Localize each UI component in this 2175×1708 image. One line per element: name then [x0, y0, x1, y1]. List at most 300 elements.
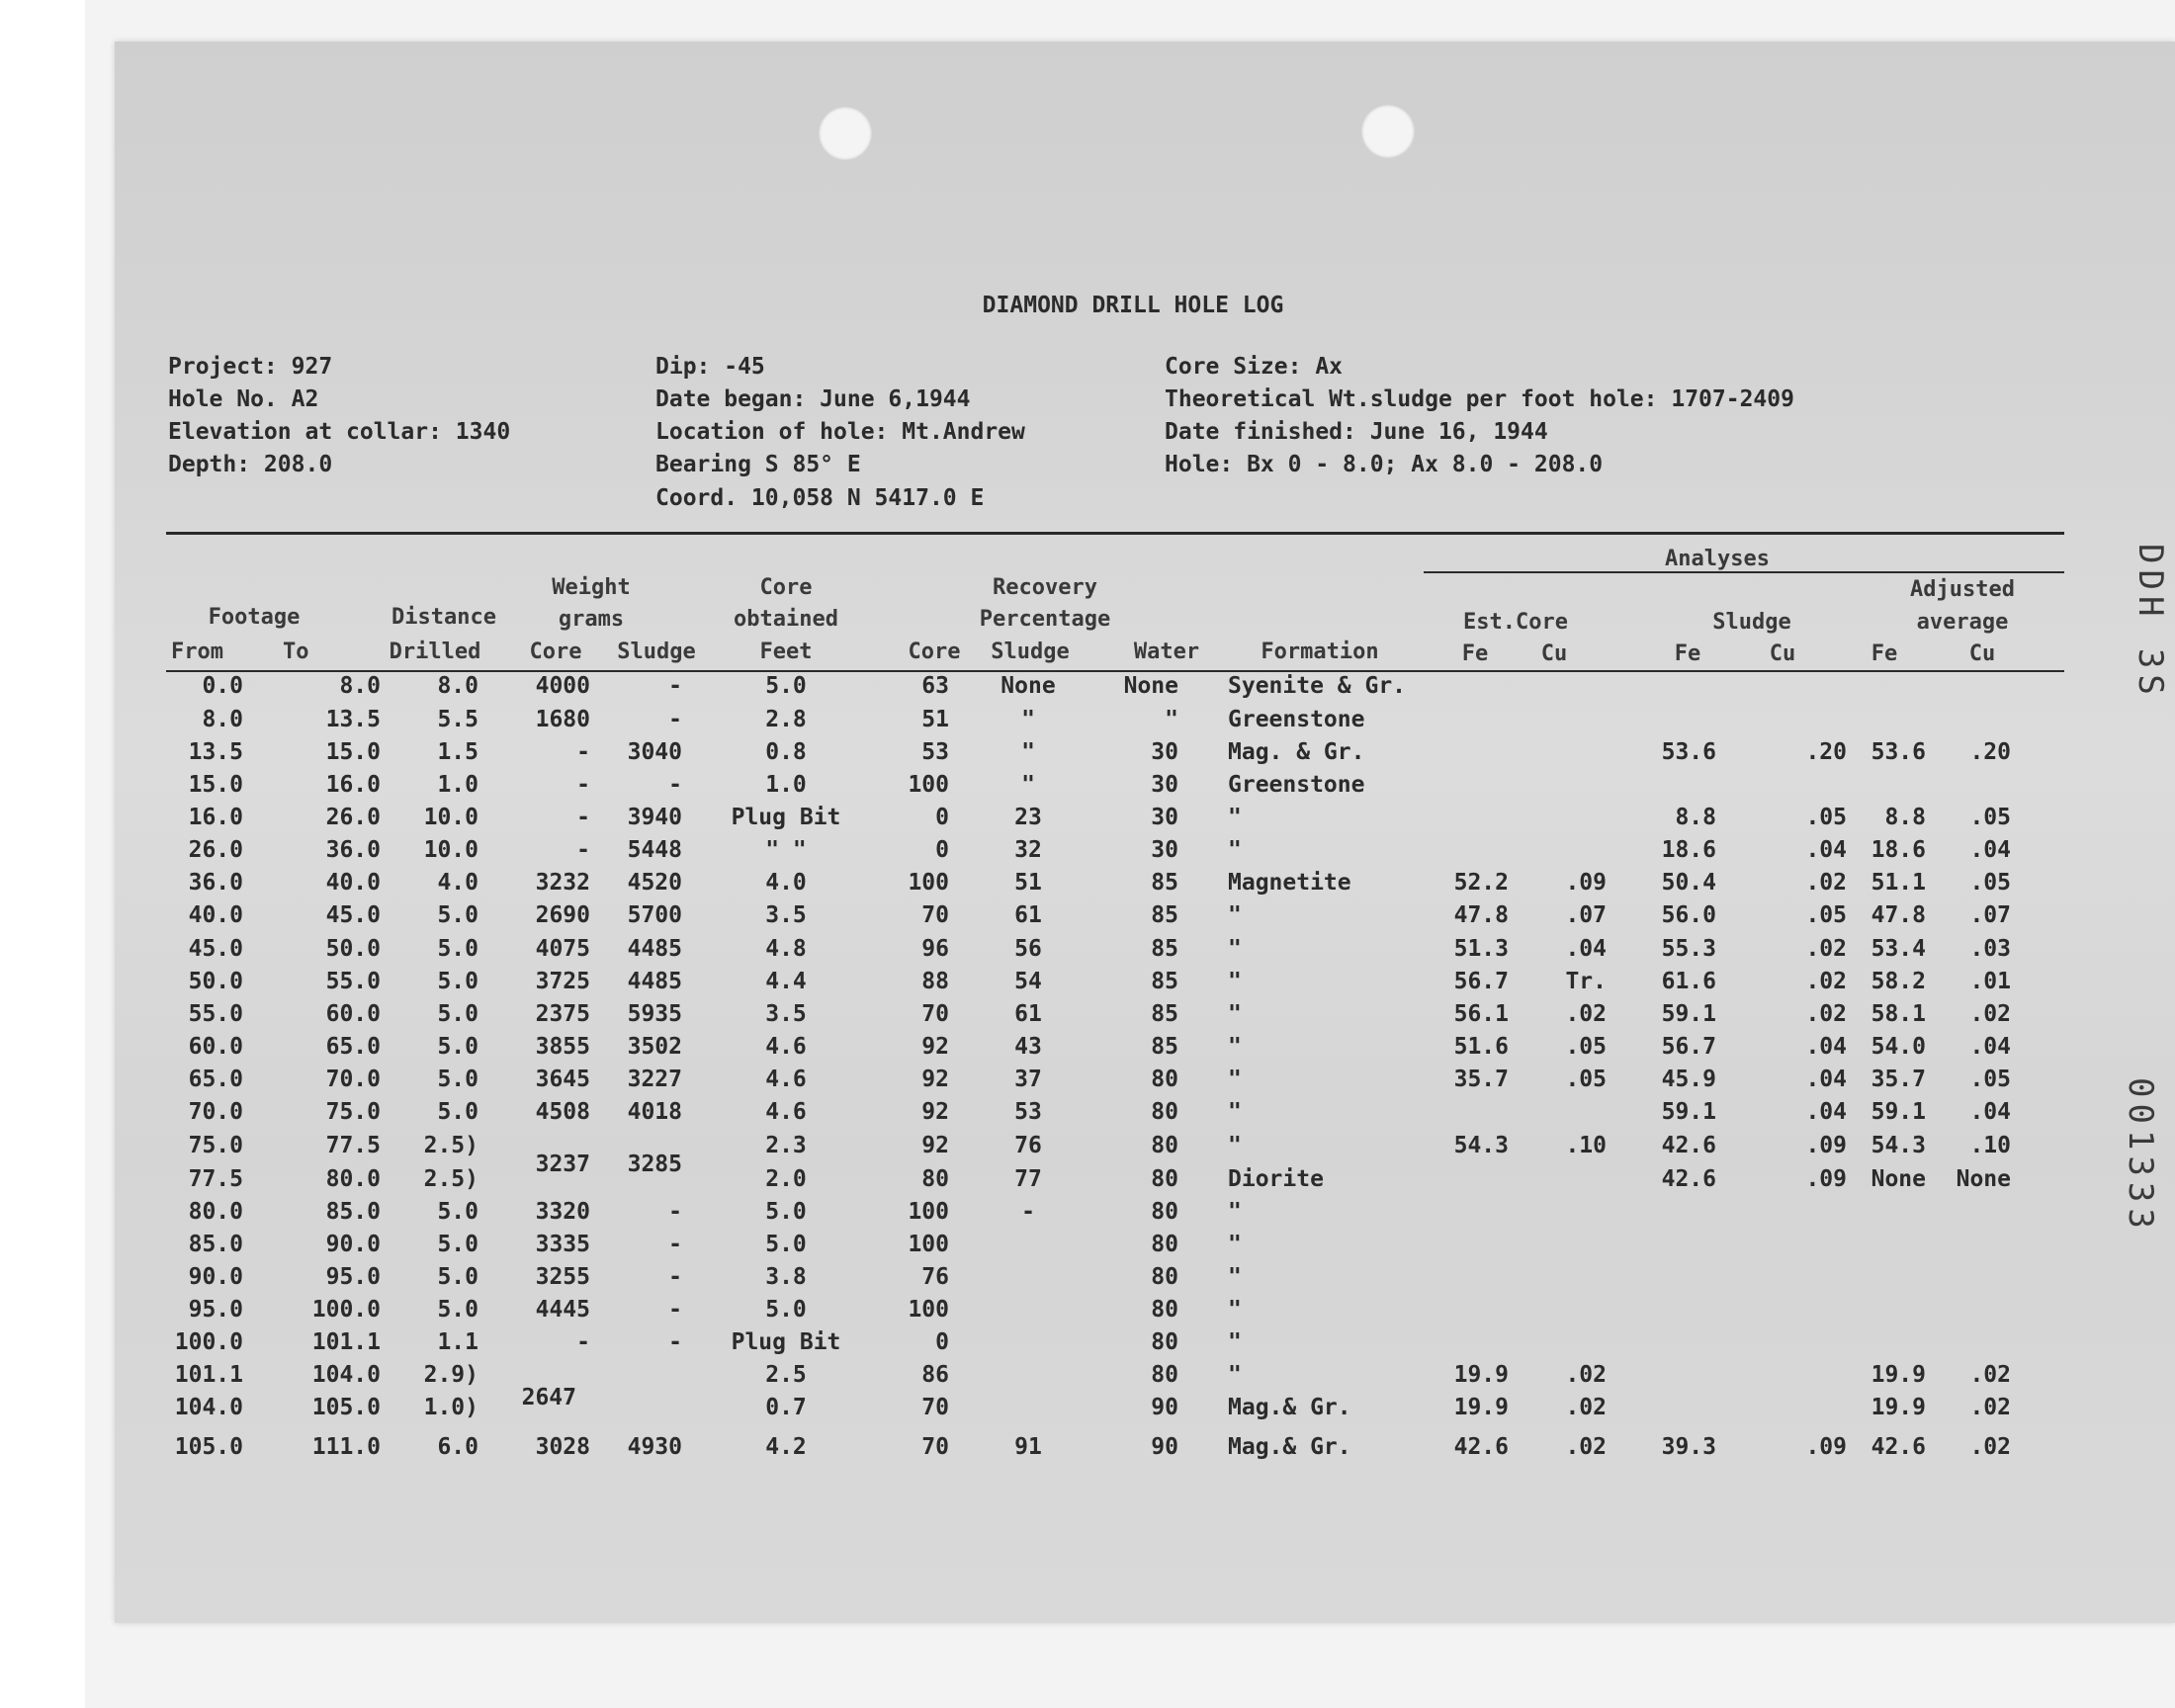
cell-recovery-core: 80 [921, 1166, 949, 1192]
cell-to: 77.5 [325, 1133, 381, 1158]
cell-distance-drilled: 5.0 [437, 1001, 478, 1027]
cell-est-core-cu: .05 [1565, 1034, 1607, 1060]
cell-formation: " [1228, 969, 1242, 994]
weight-header: Weight [552, 575, 631, 600]
cell-weight-core: 1680 [535, 707, 590, 732]
cell-distance-drilled: 5.0 [437, 1297, 478, 1323]
cell-weight-core: - [576, 837, 590, 863]
cell-from: 70.0 [188, 1099, 243, 1125]
cell-recovery-core: 92 [921, 1133, 949, 1158]
cell-sludge-fe: 18.6 [1661, 837, 1716, 863]
table-row [0, 1234, 2175, 1263]
cell-water: 85 [1151, 969, 1178, 994]
cell-recovery-core: 0 [935, 1329, 949, 1355]
cell-recovery-sludge: 37 [1014, 1067, 1042, 1092]
cell-weight-sludge: 4520 [627, 870, 682, 896]
cell-weight-core: 3320 [535, 1199, 590, 1225]
cell-sludge-fe: 53.6 [1661, 739, 1716, 765]
table-row [0, 904, 2175, 934]
formation-header: Formation [1261, 640, 1379, 664]
cell-water: 85 [1151, 902, 1178, 928]
core-obtained-header-1: Core [759, 575, 813, 600]
cell-water: 80 [1151, 1199, 1178, 1225]
cell-adjusted-fe: 59.1 [1870, 1099, 1926, 1125]
table-row [0, 774, 2175, 804]
cell-formation: " [1228, 1264, 1242, 1290]
weight-core-header: Core [529, 640, 582, 664]
cell-weight-sludge: 4485 [627, 936, 682, 962]
cell-from: 36.0 [188, 870, 243, 896]
project-line: Project: 927 [168, 354, 333, 380]
cell-from: 75.0 [188, 1133, 243, 1158]
date-began-line: Date began: June 6,1944 [655, 386, 971, 412]
cell-formation: " [1228, 837, 1242, 863]
percentage-header: Percentage [979, 607, 1111, 632]
cell-water: 90 [1151, 1434, 1178, 1460]
cell-adjusted-cu: .03 [1969, 936, 2011, 962]
cell-formation: " [1228, 1232, 1242, 1257]
cell-weight-sludge: 3040 [627, 739, 682, 765]
cell-formation: " [1228, 1133, 1242, 1158]
est-cu-header: Cu [1540, 641, 1568, 666]
water-header: Water [1133, 640, 1200, 664]
cell-weight-sludge: 4018 [627, 1099, 682, 1125]
cell-adjusted-cu: .20 [1969, 739, 2011, 765]
cell-core-obtained-feet: 4.6 [765, 1067, 807, 1092]
cell-to: 36.0 [325, 837, 381, 863]
cell-recovery-core: 63 [921, 673, 949, 699]
cell-distance-drilled: 5.0 [437, 936, 478, 962]
cell-core-obtained-feet: 5.0 [765, 1199, 807, 1225]
cell-distance-drilled: 1.1 [437, 1329, 478, 1355]
adjusted-header: Adjusted [1910, 577, 2015, 602]
adjusted-cu-header: Cu [1968, 641, 1996, 666]
cell-from: 60.0 [188, 1034, 243, 1060]
cell-to: 111.0 [311, 1434, 381, 1460]
cell-recovery-sludge: 77 [1014, 1166, 1042, 1192]
cell-adjusted-cu: .04 [1969, 837, 2011, 863]
cell-core-obtained-feet: 3.5 [765, 1001, 807, 1027]
cell-adjusted-cu: .05 [1969, 870, 2011, 896]
cell-adjusted-cu: .02 [1969, 1434, 2011, 1460]
cell-formation: Mag. & Gr. [1228, 739, 1365, 765]
cell-recovery-core: 53 [921, 739, 949, 765]
cell-core-obtained-feet: 2.5 [765, 1362, 807, 1388]
hole-no-line: Hole No. A2 [168, 386, 319, 412]
cell-formation: " [1228, 1099, 1242, 1125]
cell-sludge-fe: 59.1 [1661, 1001, 1716, 1027]
cell-weight-sludge: - [668, 673, 682, 699]
table-row [0, 1364, 2175, 1394]
cell-from: 101.1 [174, 1362, 243, 1388]
cell-distance-drilled: 5.0 [437, 1034, 478, 1060]
cell-water: 80 [1151, 1297, 1178, 1323]
feet-header: Feet [759, 640, 813, 664]
cell-formation: " [1228, 1362, 1242, 1388]
cell-recovery-core: 92 [921, 1099, 949, 1125]
core-size-line: Core Size: Ax [1165, 354, 1344, 380]
cell-water: 30 [1151, 772, 1178, 798]
cell-sludge-fe: 8.8 [1675, 805, 1716, 830]
cell-to: 60.0 [325, 1001, 381, 1027]
cell-weight-sludge: - [668, 1264, 682, 1290]
cell-adjusted-fe: 58.1 [1870, 1001, 1926, 1027]
cell-formation: " [1228, 1001, 1242, 1027]
cell-water: 80 [1151, 1099, 1178, 1125]
cell-weight-sludge: 3502 [627, 1034, 682, 1060]
cell-water: None [1123, 673, 1178, 699]
cell-formation: " [1228, 902, 1242, 928]
cell-sludge-fe: 55.3 [1661, 936, 1716, 962]
footage-header: Footage [208, 605, 301, 630]
cell-recovery-sludge: 61 [1014, 1001, 1042, 1027]
cell-est-core-fe: 52.2 [1453, 870, 1509, 896]
cell-to: 45.0 [325, 902, 381, 928]
cell-adjusted-fe: 47.8 [1870, 902, 1926, 928]
cell-core-obtained-feet: 2.8 [765, 707, 807, 732]
cell-from: 55.0 [188, 1001, 243, 1027]
cell-est-core-cu: .02 [1565, 1395, 1607, 1420]
cell-recovery-sludge: 53 [1014, 1099, 1042, 1125]
depth-line: Depth: 208.0 [168, 452, 333, 477]
cell-est-core-cu: .05 [1565, 1067, 1607, 1092]
table-row [0, 971, 2175, 1000]
cell-recovery-core: 86 [921, 1362, 949, 1388]
cell-adjusted-cu: .04 [1969, 1034, 2011, 1060]
cell-recovery-sludge: 61 [1014, 902, 1042, 928]
cell-weight-core: 3645 [535, 1067, 590, 1092]
cell-weight-sludge: 3227 [627, 1067, 682, 1092]
cell-from: 50.0 [188, 969, 243, 994]
cell-weight-sludge: - [668, 1232, 682, 1257]
cell-water: 90 [1151, 1395, 1178, 1420]
cell-recovery-sludge: 56 [1014, 936, 1042, 962]
cell-recovery-core: 70 [921, 1001, 949, 1027]
cell-adjusted-fe: 54.0 [1870, 1034, 1926, 1060]
cell-distance-drilled: 1.5 [437, 739, 478, 765]
cell-from: 65.0 [188, 1067, 243, 1092]
cell-formation: " [1228, 1067, 1242, 1092]
est-core-header: Est.Core [1463, 610, 1568, 635]
cell-core-obtained-feet: 5.0 [765, 1232, 807, 1257]
cell-formation: Greenstone [1228, 772, 1365, 798]
cell-recovery-core: 0 [935, 805, 949, 830]
cell-recovery-sludge: 91 [1014, 1434, 1042, 1460]
cell-core-obtained-feet: 1.0 [765, 772, 807, 798]
cell-recovery-core: 100 [908, 1297, 949, 1323]
cell-weight-core: 3255 [535, 1264, 590, 1290]
cell-to: 90.0 [325, 1232, 381, 1257]
cell-core-obtained-feet: 0.8 [765, 739, 807, 765]
table-row [0, 1436, 2175, 1466]
cell-formation: Magnetite [1228, 870, 1351, 896]
cell-water: 80 [1151, 1329, 1178, 1355]
cell-weight-core: 3335 [535, 1232, 590, 1257]
est-fe-header: Fe [1461, 641, 1489, 666]
cell-adjusted-cu: .05 [1969, 805, 2011, 830]
cell-recovery-sludge: " [1021, 707, 1035, 732]
cell-sludge-fe: 45.9 [1661, 1067, 1716, 1092]
cell-adjusted-fe: 42.6 [1870, 1434, 1926, 1460]
coord-line: Coord. 10,058 N 5417.0 E [655, 485, 985, 511]
location-line: Location of hole: Mt.Andrew [655, 419, 1025, 445]
cell-adjusted-fe: 58.2 [1870, 969, 1926, 994]
cell-weight-core: 4000 [535, 673, 590, 699]
cell-recovery-sludge: 43 [1014, 1034, 1042, 1060]
cell-distance-drilled: 2.9) [423, 1362, 478, 1388]
cell-water: 85 [1151, 870, 1178, 896]
cell-to: 65.0 [325, 1034, 381, 1060]
cell-to: 75.0 [325, 1099, 381, 1125]
cell-core-obtained-feet: Plug Bit [731, 1329, 841, 1355]
cell-weight-sludge: 5700 [627, 902, 682, 928]
cell-distance-drilled: 5.5 [437, 707, 478, 732]
cell-recovery-sludge: 76 [1014, 1133, 1042, 1158]
recovery-header: Recovery [993, 575, 1097, 600]
table-row [0, 1201, 2175, 1231]
cell-weight-core: 3232 [535, 870, 590, 896]
cell-sludge-fe: 42.6 [1661, 1166, 1716, 1192]
cell-formation: Diorite [1228, 1166, 1324, 1192]
cell-weight-core: - [576, 805, 590, 830]
cell-core-obtained-feet: Plug Bit [731, 805, 841, 830]
cell-recovery-core: 100 [908, 1232, 949, 1257]
cell-from: 80.0 [188, 1199, 243, 1225]
cell-sludge-cu: .05 [1805, 805, 1847, 830]
table-row [0, 807, 2175, 836]
cell-core-obtained-feet: 4.6 [765, 1099, 807, 1125]
cell-from: 0.0 [202, 673, 243, 699]
cell-distance-drilled: 1.0) [423, 1395, 478, 1420]
cell-adjusted-fe: 19.9 [1870, 1362, 1926, 1388]
cell-sludge-fe: 56.7 [1661, 1034, 1716, 1060]
drilled-header: Drilled [389, 640, 481, 664]
cell-water: 80 [1151, 1362, 1178, 1388]
cell-formation: " [1228, 1199, 1242, 1225]
cell-recovery-core: 100 [908, 772, 949, 798]
cell-formation: " [1228, 1329, 1242, 1355]
cell-recovery-core: 96 [921, 936, 949, 962]
cell-formation: Mag.& Gr. [1228, 1395, 1351, 1420]
cell-adjusted-fe: 51.1 [1870, 870, 1926, 896]
cell-from: 16.0 [188, 805, 243, 830]
cell-distance-drilled: 5.0 [437, 1099, 478, 1125]
side-stamp-top: DDH 3S [2131, 544, 2170, 701]
cell-from: 85.0 [188, 1232, 243, 1257]
cell-est-core-cu: .07 [1565, 902, 1607, 928]
cell-to: 55.0 [325, 969, 381, 994]
cell-to: 16.0 [325, 772, 381, 798]
cell-core-obtained-feet: 4.6 [765, 1034, 807, 1060]
side-stamp-number: 001333 [2121, 1077, 2160, 1235]
cell-recovery-sludge: " [1021, 772, 1035, 798]
cell-recovery-core: 100 [908, 1199, 949, 1225]
cell-core-obtained-feet: 3.8 [765, 1264, 807, 1290]
cell-sludge-cu: .20 [1805, 739, 1847, 765]
cell-weight-core: 3028 [535, 1434, 590, 1460]
cell-sludge-cu: .09 [1805, 1434, 1847, 1460]
analyses-header: Analyses [1665, 547, 1770, 571]
cell-adjusted-cu: .02 [1969, 1362, 2011, 1388]
cell-distance-drilled: 8.0 [437, 673, 478, 699]
cell-water: 30 [1151, 837, 1178, 863]
distance-header: Distance [392, 605, 496, 630]
cell-from: 77.5 [188, 1166, 243, 1192]
cell-to: 13.5 [325, 707, 381, 732]
cell-sludge-fe: 42.6 [1661, 1133, 1716, 1158]
cell-adjusted-fe: None [1870, 1166, 1926, 1192]
cell-from: 104.0 [174, 1395, 243, 1420]
cell-water: 80 [1151, 1232, 1178, 1257]
cell-adjusted-cu: .04 [1969, 1099, 2011, 1125]
cell-weight-core: 4075 [535, 936, 590, 962]
cell-adjusted-cu: .02 [1969, 1395, 2011, 1420]
page-title: DIAMOND DRILL HOLE LOG [982, 293, 1284, 318]
cell-est-core-cu: .02 [1565, 1001, 1607, 1027]
recovery-core-header: Core [908, 640, 961, 664]
cell-sludge-cu: .02 [1805, 936, 1847, 962]
cell-recovery-core: 70 [921, 1395, 949, 1420]
cell-weight-sludge: 5935 [627, 1001, 682, 1027]
cell-to: 15.0 [325, 739, 381, 765]
cell-water: 30 [1151, 805, 1178, 830]
cell-to: 40.0 [325, 870, 381, 896]
cell-est-core-fe: 47.8 [1453, 902, 1509, 928]
cell-water: 80 [1151, 1264, 1178, 1290]
cell-water: 80 [1151, 1133, 1178, 1158]
cell-recovery-sludge: " [1021, 739, 1035, 765]
cell-est-core-cu: .10 [1565, 1133, 1607, 1158]
cell-distance-drilled: 5.0 [437, 902, 478, 928]
cell-recovery-sludge: 23 [1014, 805, 1042, 830]
cell-recovery-sludge: None [1000, 673, 1056, 699]
cell-adjusted-cu: .02 [1969, 1001, 2011, 1027]
cell-to: 26.0 [325, 805, 381, 830]
cell-adjusted-cu: .05 [1969, 1067, 2011, 1092]
cell-distance-drilled: 10.0 [423, 837, 478, 863]
cell-distance-drilled: 2.5) [423, 1166, 478, 1192]
core-obtained-header-2: obtained [734, 607, 838, 632]
cell-to: 70.0 [325, 1067, 381, 1092]
cell-sludge-fe: 39.3 [1661, 1434, 1716, 1460]
cell-sludge-cu: .05 [1805, 902, 1847, 928]
cell-core-obtained-feet: 4.4 [765, 969, 807, 994]
cell-water: 80 [1151, 1166, 1178, 1192]
cell-weight-core: - [576, 772, 590, 798]
cell-adjusted-fe: 53.4 [1870, 936, 1926, 962]
cell-core-obtained-feet: " " [765, 837, 807, 863]
cell-formation: " [1228, 1034, 1242, 1060]
cell-formation: " [1228, 1297, 1242, 1323]
cell-est-core-cu: .04 [1565, 936, 1607, 962]
cell-est-core-fe: 42.6 [1453, 1434, 1509, 1460]
cell-formation: Syenite & Gr. [1228, 673, 1407, 699]
cell-recovery-core: 76 [921, 1264, 949, 1290]
cell-weight-core: - [576, 1329, 590, 1355]
table-row [0, 1299, 2175, 1328]
theoretical-line: Theoretical Wt.sludge per foot hole: 1707-2409 [1165, 386, 1794, 412]
cell-adjusted-fe: 19.9 [1870, 1395, 1926, 1420]
cell-adjusted-cu: .07 [1969, 902, 2011, 928]
cell-recovery-core: 51 [921, 707, 949, 732]
cell-distance-drilled: 1.0 [437, 772, 478, 798]
cell-recovery-core: 100 [908, 870, 949, 896]
cell-weight-core: 2690 [535, 902, 590, 928]
cell-recovery-sludge: 32 [1014, 837, 1042, 863]
cell-weight-sludge: - [668, 1297, 682, 1323]
cell-est-core-fe: 56.7 [1453, 969, 1509, 994]
cell-sludge-cu: .02 [1805, 1001, 1847, 1027]
cell-adjusted-fe: 18.6 [1870, 837, 1926, 863]
cell-core-obtained-feet: 4.2 [765, 1434, 807, 1460]
cell-weight-core: 3725 [535, 969, 590, 994]
grams-header: grams [558, 607, 625, 632]
cell-sludge-fe: 59.1 [1661, 1099, 1716, 1125]
cell-distance-drilled: 5.0 [437, 1067, 478, 1092]
cell-sludge-cu: .02 [1805, 870, 1847, 896]
cell-est-core-fe: 35.7 [1453, 1067, 1509, 1092]
cell-water: 85 [1151, 1001, 1178, 1027]
cell-to: 100.0 [311, 1297, 381, 1323]
cell-distance-drilled: 5.0 [437, 1199, 478, 1225]
cell-est-core-fe: 19.9 [1453, 1395, 1509, 1420]
cell-formation: " [1228, 936, 1242, 962]
cell-distance-drilled: 4.0 [437, 870, 478, 896]
cell-sludge-fe: 61.6 [1661, 969, 1716, 994]
cell-from: 95.0 [188, 1297, 243, 1323]
cell-sludge-cu: .09 [1805, 1166, 1847, 1192]
cell-est-core-cu: .09 [1565, 870, 1607, 896]
cell-to: 85.0 [325, 1199, 381, 1225]
cell-water: 80 [1151, 1067, 1178, 1092]
adjusted-fe-header: Fe [1870, 641, 1898, 666]
cell-from: 105.0 [174, 1434, 243, 1460]
cell-recovery-core: 70 [921, 902, 949, 928]
sludge-group-header: Sludge [1712, 610, 1791, 635]
cell-recovery-core: 92 [921, 1067, 949, 1092]
cell-water: 85 [1151, 936, 1178, 962]
cell-adjusted-cu: .10 [1969, 1133, 2011, 1158]
cell-weight-sludge: 5448 [627, 837, 682, 863]
table-row [0, 1168, 2175, 1198]
cell-est-core-cu: .02 [1565, 1434, 1607, 1460]
cell-distance-drilled: 5.0 [437, 969, 478, 994]
table-row [0, 1397, 2175, 1426]
table-row [0, 1331, 2175, 1361]
cell-to: 8.0 [339, 673, 381, 699]
cell-est-core-cu: .02 [1565, 1362, 1607, 1388]
elevation-line: Elevation at collar: 1340 [168, 419, 511, 445]
cell-to: 50.0 [325, 936, 381, 962]
cell-weight-core: - [576, 739, 590, 765]
cell-recovery-core: 88 [921, 969, 949, 994]
cell-from: 26.0 [188, 837, 243, 863]
cell-sludge-cu: .04 [1805, 837, 1847, 863]
cell-core-obtained-feet: 0.7 [765, 1395, 807, 1420]
cell-est-core-fe: 51.3 [1453, 936, 1509, 962]
cell-to: 104.0 [311, 1362, 381, 1388]
table-row [0, 1101, 2175, 1131]
table-row [0, 1003, 2175, 1033]
cell-core-obtained-feet: 4.8 [765, 936, 807, 962]
merged-weight-sludge-75-80: 3285 [627, 1152, 682, 1177]
date-finished-line: Date finished: June 16, 1944 [1165, 419, 1548, 445]
hole-size-line: Hole: Bx 0 - 8.0; Ax 8.0 - 208.0 [1165, 452, 1604, 477]
table-row [0, 872, 2175, 901]
cell-to: 105.0 [311, 1395, 381, 1420]
cell-core-obtained-feet: 2.0 [765, 1166, 807, 1192]
cell-est-core-fe: 51.6 [1453, 1034, 1509, 1060]
